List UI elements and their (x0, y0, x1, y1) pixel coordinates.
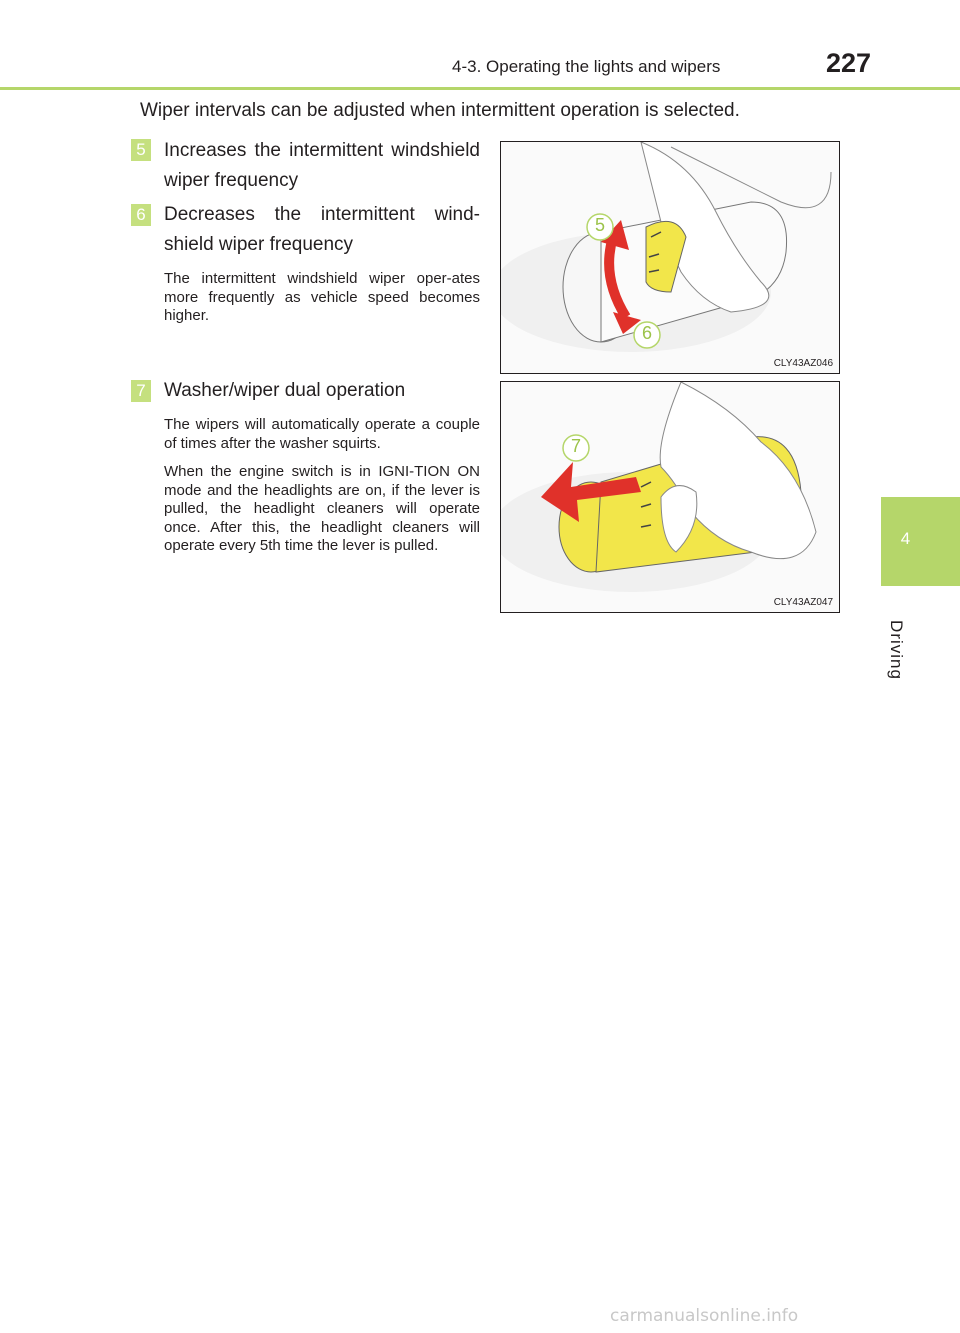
watermark: carmanualsonline.info (610, 1306, 799, 1326)
wiper-lever-illustration (501, 142, 839, 373)
page-number: 227 (826, 48, 872, 78)
note-washer: The wipers will automatically operate a couple of times after the washer squirts. (164, 416, 480, 452)
chapter-number: 4 (900, 529, 911, 548)
note-headlight-cleaners: When the engine switch is in IGNI-TION ON mode and the headlights are on, if the lever is pulled, the headlight cleaners will operate once. After this, the headlight cleaners will operate every 5th time the lever is pulled. (164, 463, 480, 554)
chapter-tab (881, 497, 960, 586)
header-rule (0, 87, 960, 90)
item-text-5: Increases the intermittent windshield wiper frequency (164, 140, 480, 191)
note-vehicle-speed: The intermittent windshield wiper oper-ates more frequently as vehicle speed becomes higher. (164, 270, 480, 324)
item-badge-5: 5 (131, 139, 151, 161)
item-text-7: Washer/wiper dual operation (164, 380, 406, 401)
section-title: 4-3. Operating the lights and wipers (452, 57, 721, 76)
figure-washer-operation (500, 381, 840, 613)
figure-code: CLY43AZ046 (773, 358, 833, 369)
callout-6: 6 (641, 323, 652, 343)
figure-wiper-frequency (500, 141, 840, 374)
figure-code: CLY43AZ047 (773, 597, 833, 608)
callout-5: 5 (594, 215, 605, 235)
chapter-label: Driving (886, 620, 906, 680)
washer-lever-illustration (501, 382, 839, 612)
intro-text: Wiper intervals can be adjusted when intermittent operation is selected. (140, 100, 740, 121)
callout-7: 7 (570, 436, 581, 456)
item-badge-7: 7 (131, 380, 151, 402)
item-badge-6: 6 (131, 204, 151, 226)
item-text-6: Decreases the intermittent wind-shield wiper frequency (164, 204, 480, 255)
